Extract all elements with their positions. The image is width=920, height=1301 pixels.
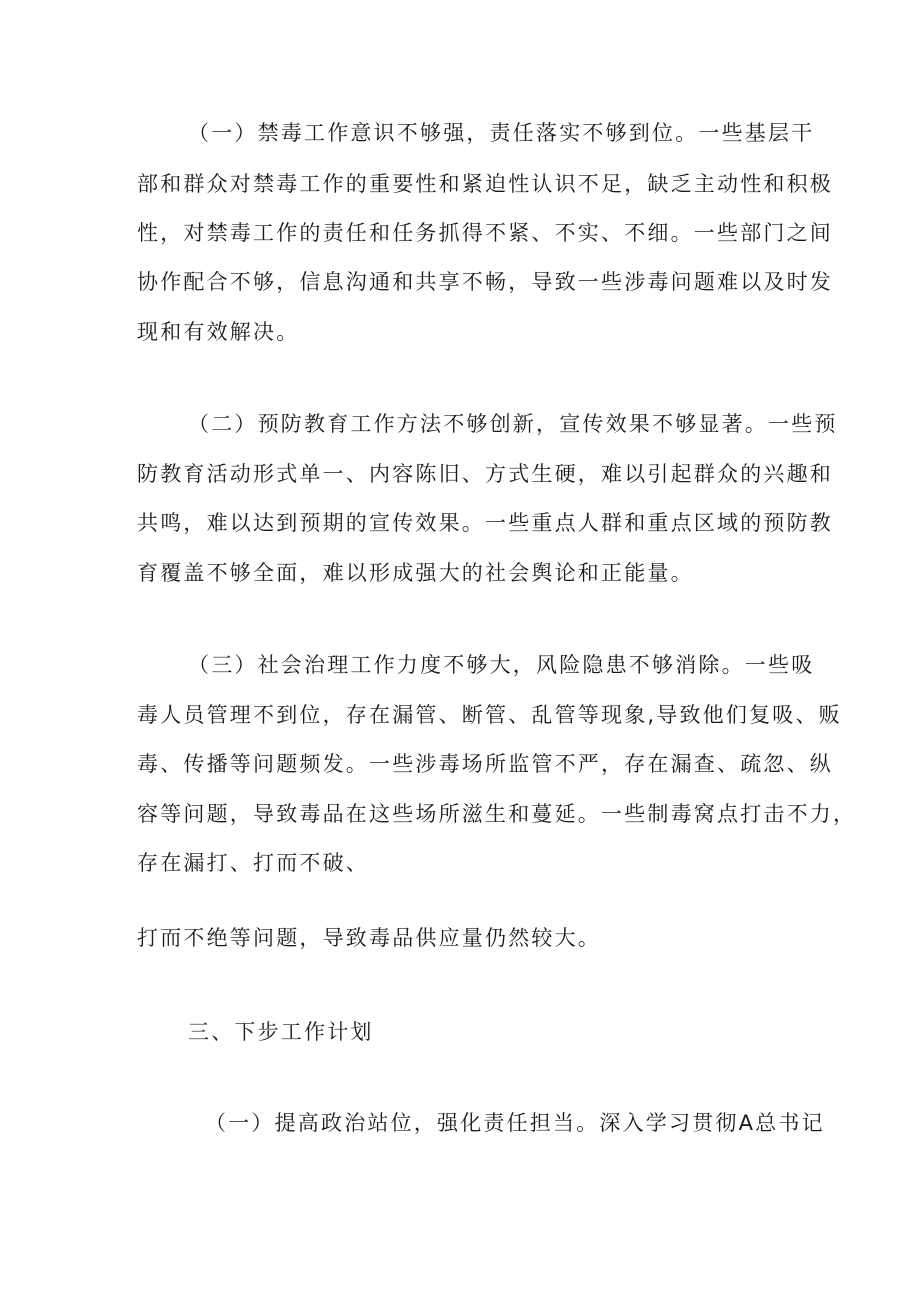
paragraph-1-line-2: 部和群众对禁毒工作的重要性和紧迫性认识不足，缺乏主动性和积极 (137, 172, 833, 196)
paragraph-1-line-3: 性，对禁毒工作的责任和任务抓得不紧、不实、不细。一些部门之间 (137, 221, 833, 245)
paragraph-2-line-1: （二）预防教育工作方法不够创新，宣传效果不够显著。一些预 (188, 412, 838, 436)
paragraph-2-line-4: 育覆盖不够全面，难以形成强大的社会舆论和正能量。 (137, 561, 694, 585)
paragraph-3-line-6: 打而不绝等问题，导致毒品供应量仍然较大。 (137, 926, 601, 950)
paragraph-3-line-3: 毒、传播等问题频发。一些涉毒场所监管不严，存在漏查、疏忽、纵 (137, 752, 833, 776)
paragraph-2-line-2: 防教育活动形式单一、内容陈旧、方式生硬，难以引起群众的兴趣和 (137, 462, 833, 486)
paragraph-3-line-4: 容等问题，导致毒品在这些场所滋生和蔓延。一些制毒窝点打击不力， (137, 802, 857, 826)
paragraph-3-line-5: 存在漏打、打而不破、 (137, 851, 369, 875)
paragraph-1-line-5: 现和有效解决。 (137, 320, 300, 344)
paragraph-3-line-2: 毒人员管理不到位，存在漏管、断管、乱管等现象,导致他们复吸、贩 (137, 703, 842, 727)
paragraph-2-line-3: 共鸣，难以达到预期的宣传效果。一些重点人群和重点区域的预防教 (137, 511, 833, 535)
paragraph-1-line-1: （一）禁毒工作意识不够强，责任落实不够到位。一些基层干 (188, 121, 815, 145)
paragraph-4-line-1: （一）提高政治站位，强化责任担当。深入学习贯彻A总书记 (205, 1111, 825, 1135)
section-heading: 三、下步工作计划 (188, 1020, 374, 1044)
paragraph-1-line-4: 协作配合不够，信息沟通和共享不畅，导致一些涉毒问题难以及时发 (137, 270, 833, 294)
paragraph-3-line-1: （三）社会治理工作力度不够大，风险隐患不够消除。一些吸 (188, 653, 815, 677)
